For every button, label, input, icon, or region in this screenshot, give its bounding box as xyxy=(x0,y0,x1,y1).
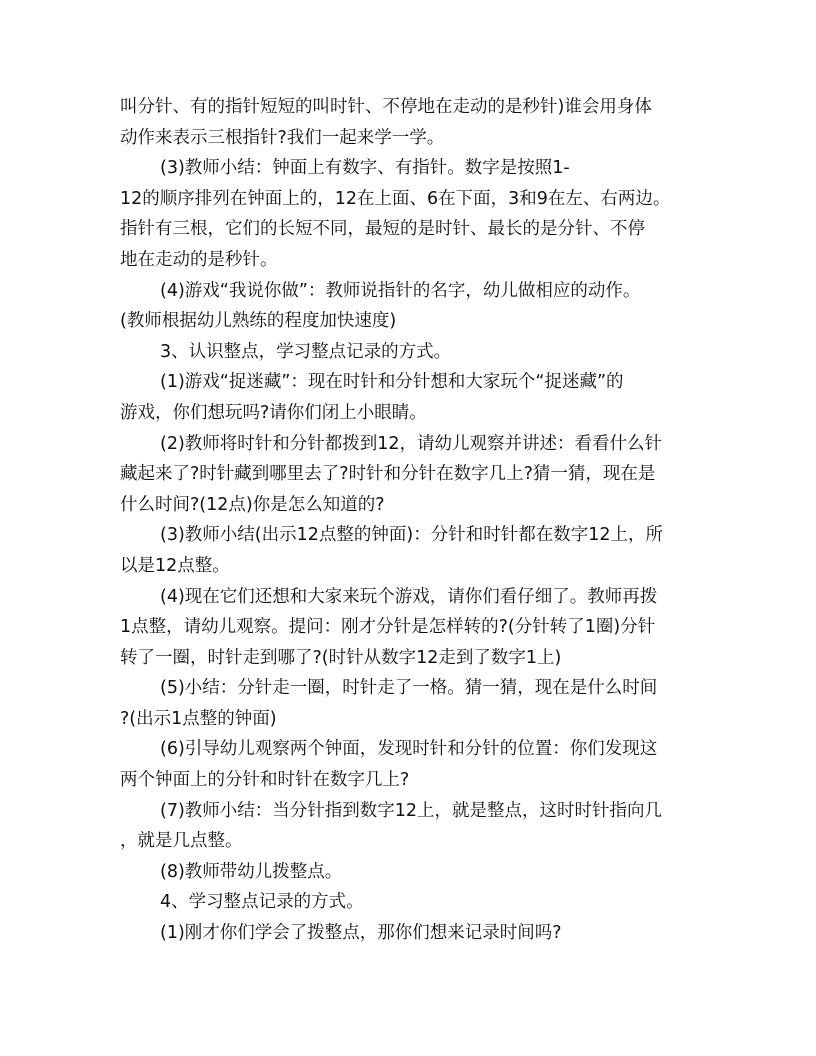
text-line-11: 游戏，你们想玩吗?请你们闭上小眼睛。 xyxy=(120,402,427,423)
text-line-20: (5)小结：分针走一圈，时针走了一格。猜一猜，现在是什么时间 xyxy=(160,678,658,699)
text-line-1: 叫分针、有的指针短短的叫时针、不停地在走动的是秒针)谁会用身体 xyxy=(120,97,652,117)
text-line-16: 以是12点整。 xyxy=(120,555,230,576)
text-line-21: ?(出示1点整的钟面) xyxy=(120,708,277,729)
text-line-8: (教师根据幼儿熟练的程度加快速度) xyxy=(120,311,397,332)
text-line-7: (4)游戏“我说你做”：教师说指针的名字，幼儿做相应的动作。 xyxy=(160,280,641,301)
text-line-22: (6)引导幼儿观察两个钟面，发现时针和分针的位置：你们发现这 xyxy=(160,739,658,760)
text-line-6: 地在走动的是秒针。 xyxy=(120,249,278,270)
text-line-2: 动作来表示三根指针?我们一起来学一学。 xyxy=(120,127,445,148)
document-body xyxy=(120,92,698,949)
text-line-23: 两个钟面上的分针和时针在数字几上? xyxy=(120,770,410,791)
text-line-18: 1点整，请幼儿观察。提问：刚才分针是怎样转的?(分针转了1圈)分针 xyxy=(120,617,656,638)
section-heading-4: 4、学习整点记录的方式。 xyxy=(160,892,364,913)
text-line-14: 什么时间?(12点)你是怎么知道的? xyxy=(120,494,385,515)
text-line-3: (3)教师小结：钟面上有数字、有指针。数字是按照1- xyxy=(160,158,570,179)
text-line-15: (3)教师小结(出示12点整的钟面)：分针和时针都在数字12上，所 xyxy=(160,525,663,546)
text-line-5: 指针有三根，它们的长短不同，最短的是时针、最长的是分针、不停 xyxy=(120,219,645,240)
text-line-13: 藏起来了?时针藏到哪里去了?时针和分针在数字几上?猜一猜，现在是 xyxy=(120,464,656,485)
text-line-24: (7)教师小结：当分针指到数字12上，就是整点，这时时针指向几 xyxy=(160,800,663,821)
text-line-19: 转了一圈，时针走到哪了?(时针从数字12走到了数字1上) xyxy=(120,647,562,668)
text-line-26: (8)教师带幼儿拨整点。 xyxy=(160,861,343,882)
text-line-28: (1)刚才你们学会了拨整点，那你们想来记录时间吗? xyxy=(160,923,562,944)
text-line-17: (4)现在它们还想和大家来玩个游戏，请你们看仔细了。教师再拨 xyxy=(160,586,658,607)
text-line-25: ，就是几点整。 xyxy=(120,831,243,852)
text-line-4: 12的顺序排列在钟面上的，12在上面、6在下面，3和9在左、右两边。 xyxy=(120,188,671,209)
text-line-10: (1)游戏“捉迷藏”：现在时针和分针想和大家玩个“捉迷藏”的 xyxy=(160,372,624,393)
section-heading-3: 3、认识整点，学习整点记录的方式。 xyxy=(160,341,452,362)
text-line-12: (2)教师将时针和分针都拨到12，请幼儿观察并讲述：看看什么针 xyxy=(160,433,663,454)
